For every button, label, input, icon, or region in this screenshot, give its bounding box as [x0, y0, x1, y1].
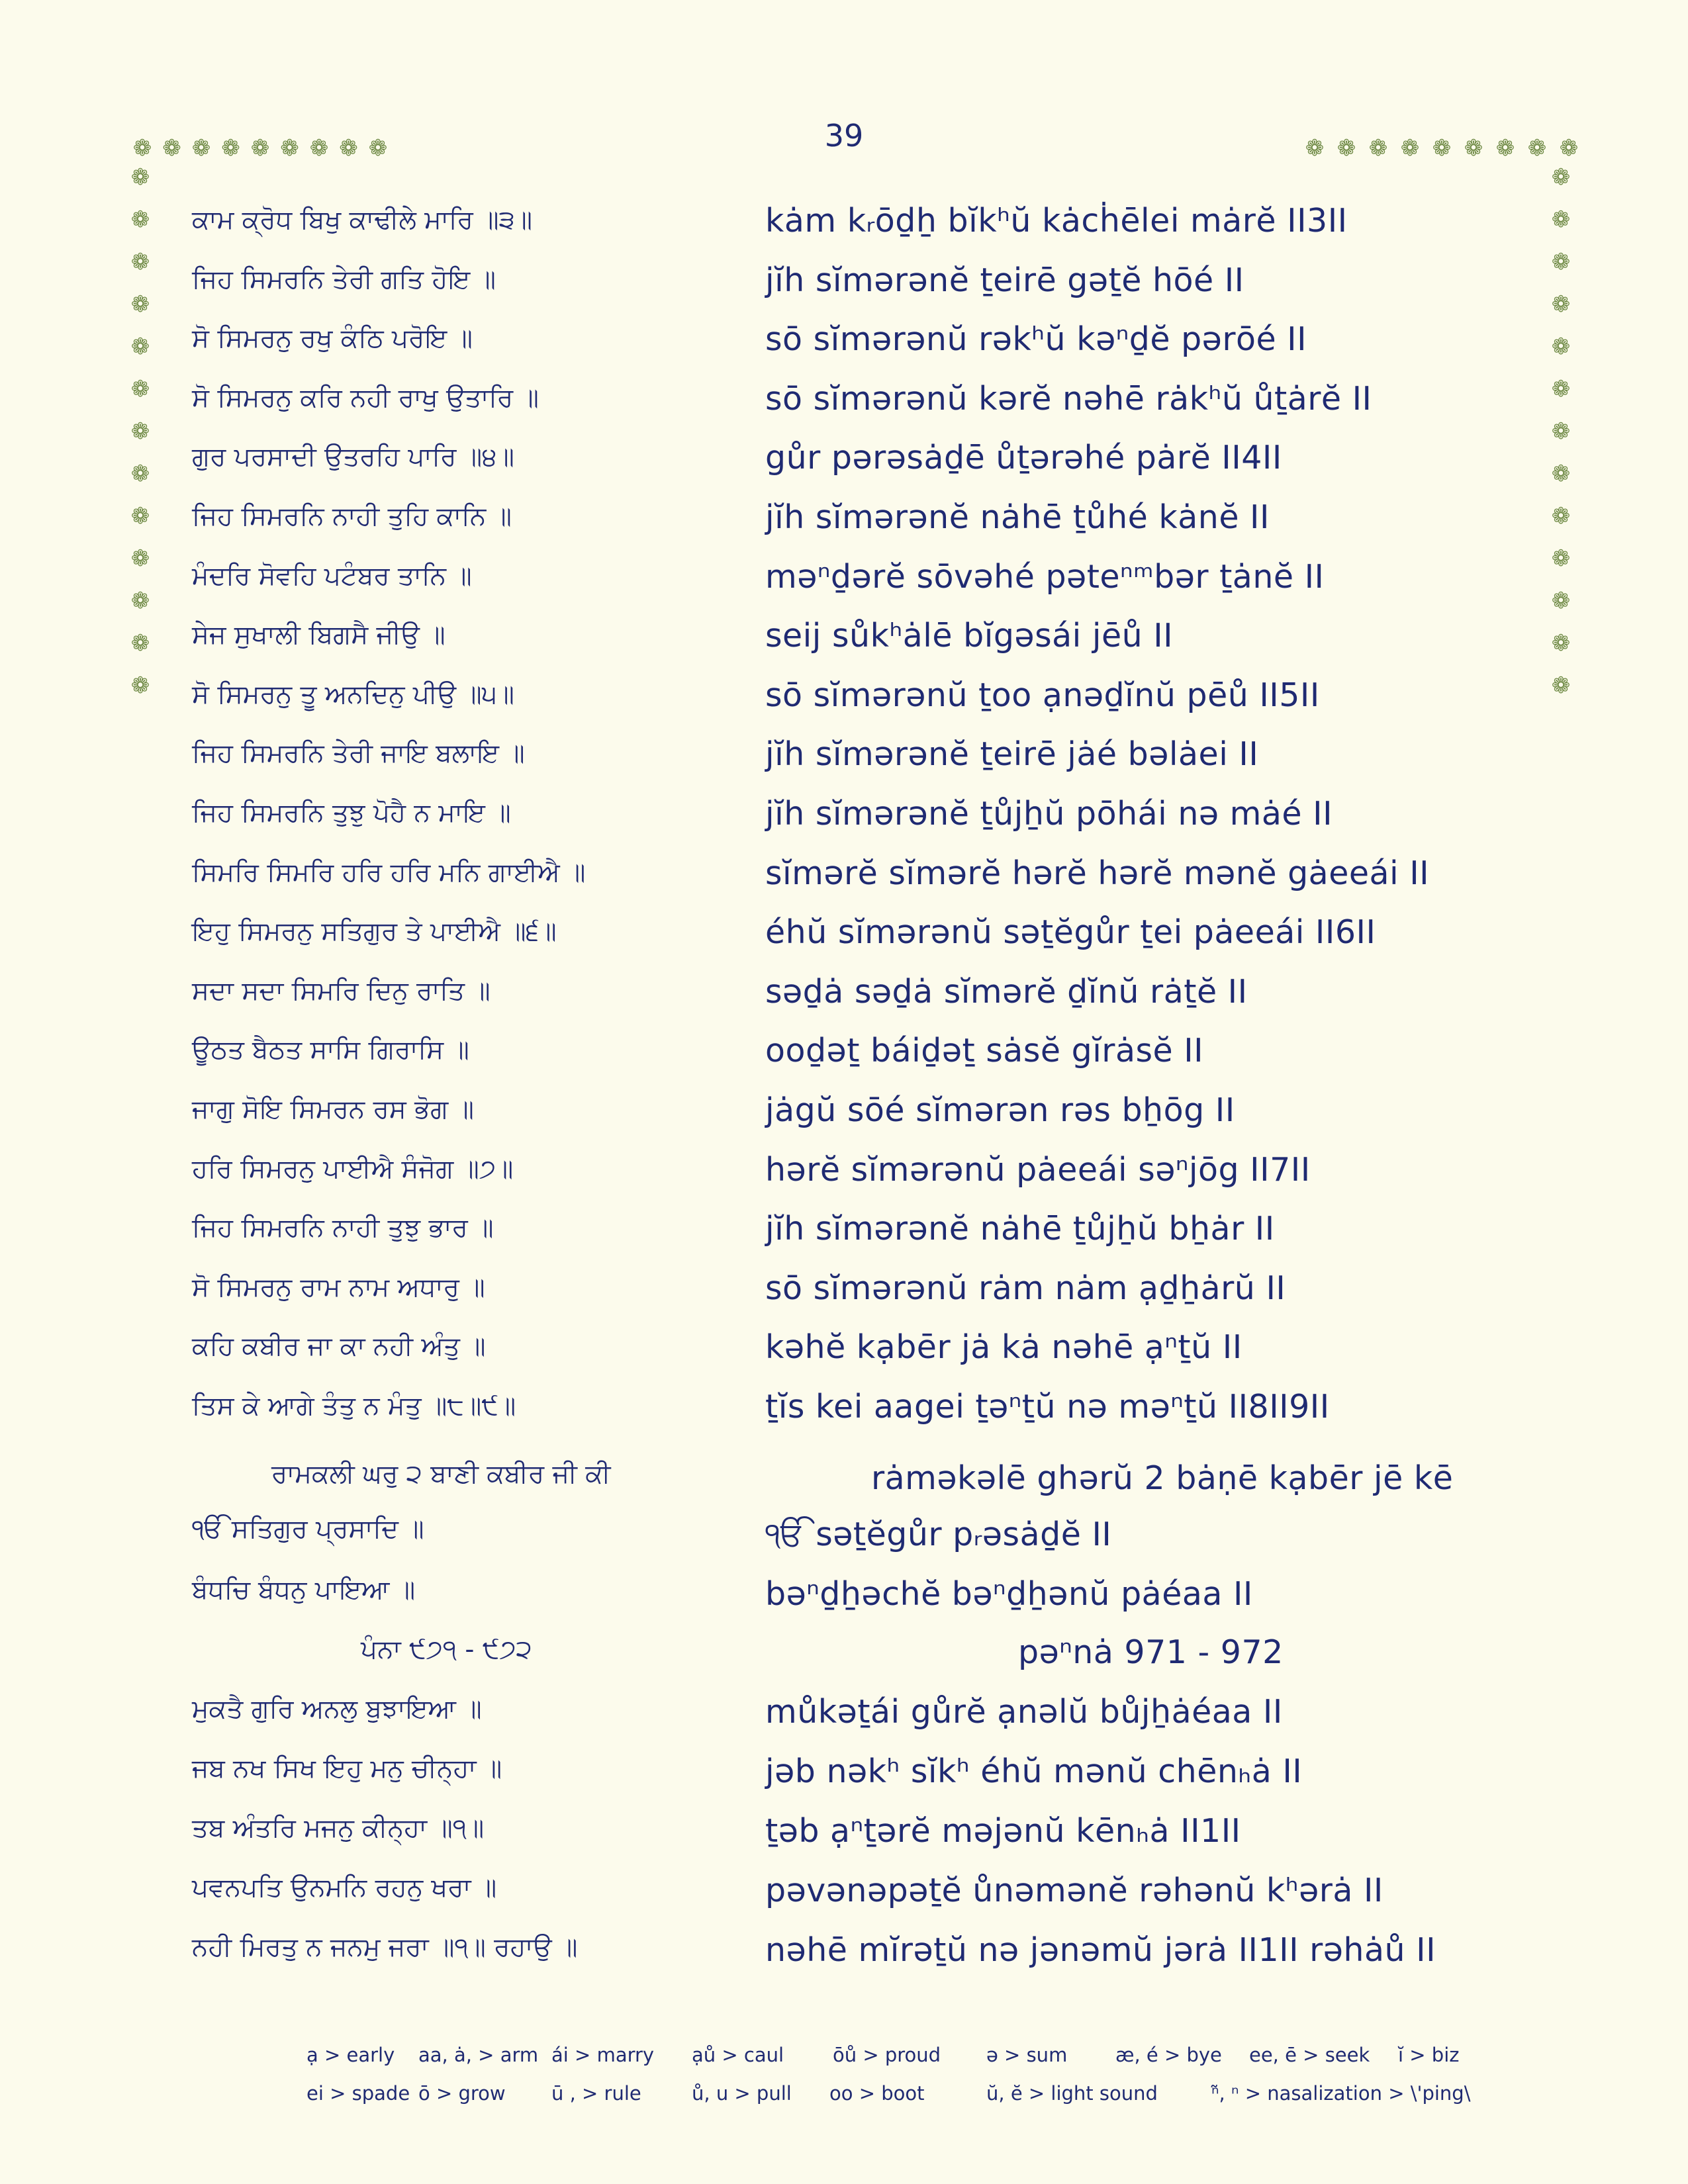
gurmukhi-line: ਤਿਸ ਕੇ ਆਗੇ ਤੰਤੁ ਨ ਮੰਤੁ ॥੮॥੯॥	[192, 1391, 516, 1421]
gurmukhi-line: ਕਹਿ ਕਬੀਰ ਜਾ ਕਾ ਨਹੀ ਅੰਤੁ ॥	[192, 1332, 486, 1362]
flower-ornament-icon: ❁	[130, 672, 150, 699]
flower-ornament-icon: ❁	[1551, 461, 1571, 487]
flower-ornament-icon: ❁	[132, 135, 152, 161]
page-ref-transliteration: pəⁿnȧ 971 - 972	[1018, 1633, 1284, 1671]
transliteration-line: hərĕ sĭmərənŭ pȧeeái səⁿjōg II7II	[765, 1150, 1311, 1189]
legend-item: æ, é > bye	[1115, 2044, 1222, 2066]
transliteration-line: jĭh sĭmərənĕ ṯeirē gəṯĕ hōé II	[765, 261, 1244, 299]
flower-ornament-icon: ❁	[1551, 291, 1571, 318]
invocation-transliteration	[765, 1516, 1111, 1554]
flower-ornament-icon: ❁	[1527, 135, 1547, 161]
transliteration-line: ṯĭs kei aagei ṯəⁿṯŭ nə məⁿṯŭ II8II9II	[765, 1388, 1330, 1426]
legend-item: ạ > early	[306, 2044, 395, 2066]
gurmukhi-line: ਤਬ ਅੰਤਰਿ ਮਜਨੁ ਕੀਨ੍ਹਾ ॥੧॥	[192, 1813, 485, 1843]
legend-item: ĭ > biz	[1398, 2044, 1460, 2066]
flower-ornament-icon: ❁	[1400, 135, 1420, 161]
flower-ornament-icon: ❁	[130, 461, 150, 487]
gurmukhi-line: ਸੋ ਸਿਮਰਨੁ ਰਾਮ ਨਾਮ ਅਧਾਰੁ ॥	[192, 1272, 485, 1302]
flower-ornament-icon: ❁	[130, 376, 150, 402]
flower-ornament-icon: ❁	[130, 418, 150, 445]
transliteration-line: kəhĕ kạbēr jȧ kȧ nəhē ạⁿṯŭ II	[765, 1328, 1243, 1367]
transliteration-line: jĭh sĭmərənĕ nȧhē ṯůhé kȧnĕ II	[765, 498, 1270, 536]
flower-ornament-icon: ❁	[130, 588, 150, 614]
flower-ornament-icon: ❁	[1368, 135, 1388, 161]
flower-ornament-icon: ❁	[1551, 164, 1571, 191]
transliteration-line: jȧgŭ sōé sĭmərən rəs bẖōg II	[765, 1091, 1235, 1129]
gurmukhi-line: ਸਦਾ ਸਦਾ ਸਿਮਰਿ ਦਿਨੁ ਰਾਤਿ ॥	[192, 976, 491, 1006]
flower-ornament-icon: ❁	[162, 135, 181, 161]
flower-ornament-icon: ❁	[221, 135, 240, 161]
gurmukhi-line: ਸੋ ਸਿਮਰਨੁ ਕਰਿ ਨਹੀ ਰਾਖੁ ਉਤਾਰਿ ॥	[192, 383, 539, 413]
transliteration-line: ṯəb ạⁿṯərĕ məjənŭ kēnₕȧ II1II	[765, 1812, 1241, 1850]
transliteration-line: jĭh sĭmərənĕ nȧhē ṯůjẖŭ bẖȧr II	[765, 1210, 1275, 1248]
gurmukhi-line: ਜਬ ਨਖ ਸਿਖ ਇਹੁ ਮਨੁ ਚੀਨ੍ਹਾ ॥	[192, 1754, 502, 1784]
flower-ornament-icon: ❁	[130, 545, 150, 572]
flower-ornament-icon: ❁	[250, 135, 270, 161]
transliteration-line: éhŭ sĭmərənŭ səṯĕgůr ṯei pȧeeái II6II	[765, 913, 1376, 952]
flower-ornament-icon: ❁	[1495, 135, 1515, 161]
invocation-gurmukhi: ੴ ਸਤਿਗੁਰ ਪ੍ਰਸਾਦਿ ॥	[192, 1514, 424, 1544]
legend-item: ə > sum	[986, 2044, 1068, 2066]
legend-item: ō > grow	[418, 2082, 506, 2105]
section-heading-gurmukhi: ਰਾਮਕਲੀ ਘਰੁ ੨ ਬਾਣੀ ਕਬੀਰ ਜੀ ਕੀ	[271, 1459, 611, 1489]
transliteration-line: məⁿḏərĕ sōvəhé pəteⁿᵐbər ṯȧnĕ II	[765, 557, 1325, 596]
gurmukhi-line: ਜਾਗੁ ਸੋਇ ਸਿਮਰਨ ਰਸ ਭੋਗ ॥	[192, 1095, 474, 1124]
gurmukhi-line: ਸਿਮਰਿ ਸਿਮਰਿ ਹਰਿ ਹਰਿ ਮਨਿ ਗਾਈਐ ॥	[192, 857, 586, 887]
legend-item: aa, ȧ, > arm	[418, 2044, 539, 2066]
flower-ornament-icon: ❁	[1551, 249, 1571, 275]
flower-ornament-icon: ❁	[1551, 376, 1571, 402]
gurmukhi-line: ਮੰਦਰਿ ਸੋਵਹਿ ਪਟੰਬਰ ਤਾਨਿ ॥	[192, 561, 472, 591]
page-number: 39	[824, 118, 864, 154]
gurmukhi-line: ਸੋ ਸਿਮਰਨੁ ਤੂ ਅਨਦਿਨੁ ਪੀਉ ॥੫॥	[192, 679, 514, 709]
gurmukhi-line: ਜਿਹ ਸਿਮਰਨਿ ਨਾਹੀ ਤੁਹਿ ਕਾਨਿ ॥	[192, 502, 512, 531]
transliteration-line: ooḏəṯ báiḏəṯ sȧsĕ gĭrȧsĕ II	[765, 1032, 1204, 1070]
gurmukhi-line: ਜਿਹ ਸਿਮਰਨਿ ਨਾਹੀ ਤੁਝੁ ਭਾਰ ॥	[192, 1213, 494, 1244]
flower-ornament-icon: ❁	[130, 334, 150, 360]
transliteration-line: sĭmərĕ sĭmərĕ hərĕ hərĕ mənĕ gȧeeái II	[765, 854, 1430, 892]
flower-ornament-icon: ❁	[1551, 588, 1571, 614]
flower-ornament-icon: ❁	[130, 206, 150, 233]
flower-ornament-icon: ❁	[1551, 545, 1571, 572]
gurmukhi-line: ਸੇਜ ਸੁਖਾਲੀ ਬਿਗਸੈ ਜੀਉ ॥	[192, 620, 445, 651]
legend-item: ạů > caul	[692, 2044, 784, 2066]
gurmukhi-line: ਪਵਨਪਤਿ ਉਨਮਨਿ ਰਹਨੁ ਖਰਾ ॥	[192, 1873, 497, 1903]
flower-ornament-icon: ❁	[309, 135, 329, 161]
flower-ornament-icon: ❁	[130, 630, 150, 657]
gurmukhi-line: ਗੁਰ ਪਰਸਾਦੀ ਉਤਰਹਿ ਪਾਰਿ ॥੪॥	[192, 442, 514, 473]
flower-ornament-icon: ❁	[1551, 672, 1571, 699]
flower-ornament-icon: ❁	[1551, 334, 1571, 360]
transliteration-line: jĭh sĭmərənĕ ṯůjẖŭ pōhái nə mȧé II	[765, 795, 1333, 833]
legend-item: ei > spade	[306, 2082, 410, 2105]
transliteration-line: sō sĭmərənŭ rȧm nȧm ạḏẖȧrŭ II	[765, 1269, 1286, 1307]
transliteration-line: jəb nəkʰ sĭkʰ éhŭ mənŭ chēnₕȧ II	[765, 1752, 1303, 1790]
transliteration-line: gůr pərəsȧḏē ůṯərəhé pȧrĕ II4II	[765, 439, 1282, 477]
flower-ornament-icon: ❁	[1551, 503, 1571, 529]
legend-item: ů, u > pull	[692, 2082, 792, 2105]
invocation-text: səṯĕgůr pᵣəsȧḏĕ II	[805, 1516, 1112, 1553]
transliteration-line: pəvənəpəṯĕ ůnəmənĕ rəhənŭ kʰərȧ II	[765, 1872, 1383, 1909]
gurmukhi-line: ਜਿਹ ਸਿਮਰਨਿ ਤੇਰੀ ਜਾਇ ਬਲਾਇ ॥	[192, 739, 525, 769]
transliteration-line: kȧm kᵣōḏẖ bĭkʰŭ kȧcḣēlei mȧrĕ II3II	[765, 202, 1348, 240]
transliteration-line: můkəṯái gůrĕ ạnəlŭ bůjẖȧéaa II	[765, 1693, 1283, 1731]
legend-item: ū , > rule	[551, 2082, 641, 2105]
transliteration-line: sō sĭmərənŭ rəkʰŭ kəⁿḏĕ pərōé II	[765, 320, 1307, 359]
section-heading-transliteration: rȧməkəlē ghərŭ 2 bȧṇē kạbēr jē kē	[871, 1459, 1454, 1497]
gurmukhi-line: ਨਹੀ ਮਿਰਤੁ ਨ ਜਨਮੁ ਜਰਾ ॥੧॥ ਰਹਾਉ ॥	[192, 1933, 578, 1962]
gurmukhi-line: ਕਾਮ ਕ੍ਰੋਧ ਬਿਖੁ ਕਾਢੀਲੇ ਮਾਰਿ ॥੩॥	[192, 205, 533, 235]
transliteration-line: səḏȧ səḏȧ sĭmərĕ ḏĭnŭ rȧṯĕ II	[765, 972, 1248, 1011]
transliteration-line: seij sůkʰȧlē bĭgəsái jēů II	[765, 617, 1174, 655]
flower-ornament-icon: ❁	[280, 135, 299, 161]
flower-ornament-icon: ❁	[1551, 630, 1571, 657]
flower-ornament-icon: ❁	[1305, 135, 1325, 161]
flower-ornament-icon: ❁	[1551, 206, 1571, 233]
flower-ornament-icon: ❁	[1432, 135, 1452, 161]
legend-item: oo > boot	[829, 2082, 925, 2105]
transliteration-line: sō sĭmərənŭ ṯoo ạnəḏĭnŭ pēů II5II	[765, 676, 1320, 714]
flower-ornament-icon: ❁	[1559, 135, 1579, 161]
legend-item: ee, ē > seek	[1249, 2044, 1370, 2066]
flower-ornament-icon: ❁	[191, 135, 211, 161]
flower-ornament-icon: ❁	[1551, 418, 1571, 445]
transliteration-line: bəⁿḏẖəchĕ bəⁿḏẖənŭ pȧéaa II	[765, 1575, 1253, 1613]
flower-ornament-icon: ❁	[1464, 135, 1483, 161]
gurmukhi-line: ਇਹੁ ਸਿਮਰਨੁ ਸਤਿਗੁਰ ਤੇ ਪਾਈਐ ॥੬॥	[192, 917, 557, 947]
flower-ornament-icon: ❁	[339, 135, 358, 161]
flower-ornament-icon: ❁	[368, 135, 388, 161]
gurmukhi-line: ਮੁਕਤੈ ਗੁਰਿ ਅਨਲੁ ਬੁਝਾਇਆ ॥	[192, 1694, 482, 1724]
transliteration-line: nəhē mĭrəṯŭ nə jənəmŭ jərȧ II1II rəhȧů II	[765, 1931, 1436, 1969]
legend-item: ái > marry	[551, 2044, 655, 2066]
ik-onkar-symbol: ੴ	[765, 1516, 806, 1553]
legend-item: ŭ, ĕ > light sound	[986, 2082, 1158, 2105]
legend-item: ōů > proud	[833, 2044, 941, 2066]
transliteration-line: sō sĭmərənŭ kərĕ nəhē rȧkʰŭ ůṯȧrĕ II	[765, 379, 1372, 418]
gurmukhi-line: ਬੰਧਚਿ ਬੰਧਨੁ ਪਾਇਆ ॥	[192, 1575, 416, 1605]
transliteration-line: jĭh sĭmərənĕ ṯeirē jȧé bəlȧei II	[765, 735, 1259, 774]
page-ref-gurmukhi: ਪੰਨਾ ੯੭੧ - ੯੭੨	[361, 1635, 532, 1664]
gurmukhi-line: ਊਠਤ ਬੈਠਤ ਸਾਸਿ ਗਿਰਾਸਿ ॥	[192, 1035, 469, 1066]
legend-item: ⁿ̃, ⁿ > nasalization > \'ping\	[1211, 2082, 1471, 2105]
flower-ornament-icon: ❁	[130, 249, 150, 275]
gurmukhi-line: ਜਿਹ ਸਿਮਰਨਿ ਤੇਰੀ ਗਤਿ ਹੋਇ ॥	[192, 264, 496, 295]
flower-ornament-icon: ❁	[130, 291, 150, 318]
flower-ornament-icon: ❁	[130, 164, 150, 191]
flower-ornament-icon: ❁	[130, 503, 150, 529]
gurmukhi-line: ਜਿਹ ਸਿਮਰਨਿ ਤੁਝੁ ਪੋਹੈ ਨ ਮਾਇ ॥	[192, 798, 511, 828]
gurmukhi-line: ਹਰਿ ਸਿਮਰਨੁ ਪਾਈਐ ਸੰਜੋਗ ॥੭॥	[192, 1154, 514, 1184]
gurmukhi-line: ਸੋ ਸਿਮਰਨੁ ਰਖੁ ਕੰਠਿ ਪਰੋਇ ॥	[192, 324, 473, 354]
flower-ornament-icon: ❁	[1336, 135, 1356, 161]
